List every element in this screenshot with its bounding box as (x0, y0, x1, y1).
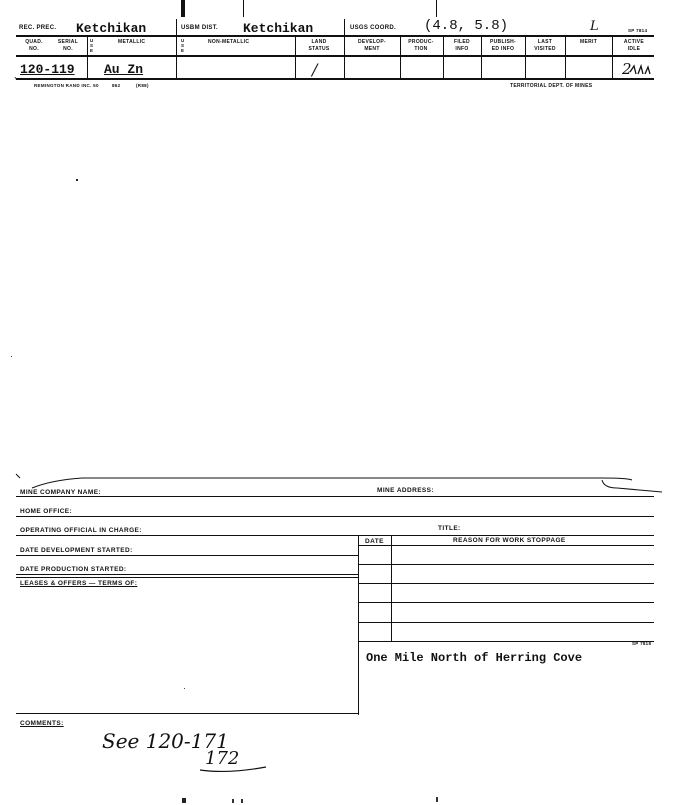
top-footer-right: TERRITORIAL DEPT. OF MINES (510, 83, 593, 89)
col-quad-no: QUAD. NO. (25, 39, 43, 52)
col-metallic: METALLIC (118, 39, 146, 45)
col-use-code: U S E (90, 38, 94, 53)
speck (436, 797, 438, 802)
quad-serial-value: 120-119 (20, 62, 75, 77)
leases-label: LEASES & OFFERS — TERMS OF: (20, 580, 138, 587)
rule (358, 602, 654, 603)
rule (16, 516, 654, 517)
rule (16, 535, 654, 536)
rule (358, 583, 654, 584)
top-footer-code: 862 (112, 83, 121, 88)
corner-mark: L (590, 19, 599, 34)
rule (16, 78, 654, 80)
active-idle-mark: 2 (622, 60, 632, 78)
comments-handwritten-line2: 172 (205, 748, 240, 769)
divider (344, 19, 345, 79)
col-production: PRODUC- TION (408, 39, 434, 52)
active-idle-scribble (628, 62, 654, 78)
title-label: TITLE: (438, 525, 461, 532)
date-development-label: DATE DEVELOPMENT STARTED: (20, 547, 133, 554)
col-serial-no: SERIAL NO. (57, 39, 79, 52)
tab-divider (243, 0, 244, 17)
col-filed-info: FILED INFO (454, 39, 470, 52)
rule (16, 35, 654, 37)
divider (295, 36, 296, 79)
speck (232, 799, 234, 803)
divider (87, 36, 88, 79)
row-marker: , (14, 70, 17, 80)
col-published-info: PUBLISH- ED INFO (489, 39, 516, 52)
col-use-code-2: U S E (181, 38, 185, 53)
mine-address-label: MINE ADDRESS: (377, 487, 434, 494)
speck (182, 798, 186, 803)
speck (241, 799, 243, 803)
speck (76, 179, 78, 181)
usgs-coord-label: USGS COORD. (350, 25, 396, 31)
metallic-value: Au Zn (104, 62, 144, 77)
operating-official-label: OPERATING OFFICIAL IN CHARGE: (20, 527, 142, 534)
col-development: DEVELOP- MENT (358, 39, 386, 52)
top-footer-left: REMINGTON RAND INC. 50 (34, 83, 99, 88)
divider (612, 36, 613, 79)
divider (565, 36, 566, 79)
index-tab-mark (181, 0, 185, 17)
date-production-label: DATE PRODUCTION STARTED: (20, 566, 127, 573)
speck (184, 688, 185, 689)
usbm-dist-label: USBM DIST. (181, 25, 219, 31)
rule (16, 55, 654, 57)
tab-divider (436, 0, 437, 17)
top-form-number: SP 7814 (628, 28, 648, 33)
reason-column-label: REASON FOR WORK STOPPAGE (453, 537, 566, 544)
usgs-coord-value: (4.8, 5.8) (424, 18, 509, 34)
col-non-metallic: NON-METALLIC (208, 39, 250, 45)
rule (358, 545, 654, 546)
rec-prec-value: Ketchikan (76, 21, 147, 36)
rule (16, 713, 358, 714)
rec-prec-label: REC. PREC. (19, 25, 57, 31)
location-text: One Mile North of Herring Cove (366, 651, 583, 665)
speck (11, 356, 12, 357)
col-last-visited: LAST VISITED (534, 39, 556, 52)
mine-company-label: MINE COMPANY NAME: (20, 489, 101, 496)
rule (358, 564, 654, 565)
col-land-status: LAND STATUS (308, 39, 330, 52)
divider (176, 19, 177, 79)
comments-label: COMMENTS: (20, 720, 64, 727)
usbm-dist-value: Ketchikan (243, 21, 314, 36)
bottom-form-number: SP 7818 (632, 641, 652, 646)
card-top-edge (12, 472, 672, 494)
rule (16, 574, 358, 575)
divider (358, 535, 359, 715)
top-footer-code-2: (R88) (136, 83, 149, 88)
rule (16, 496, 654, 497)
handwriting-underline (198, 764, 270, 774)
rule (16, 577, 358, 578)
rule (358, 622, 654, 623)
col-merit: MERIT (580, 39, 598, 45)
land-status-mark: / (312, 60, 318, 79)
comments-handwritten-line1: See 120-171 (102, 729, 229, 753)
rule (16, 555, 358, 556)
divider (391, 535, 392, 641)
rule (358, 641, 654, 642)
date-column-label: DATE (365, 538, 384, 545)
col-active-idle: ACTIVE IDLE (623, 39, 645, 52)
home-office-label: HOME OFFICE: (20, 508, 73, 515)
